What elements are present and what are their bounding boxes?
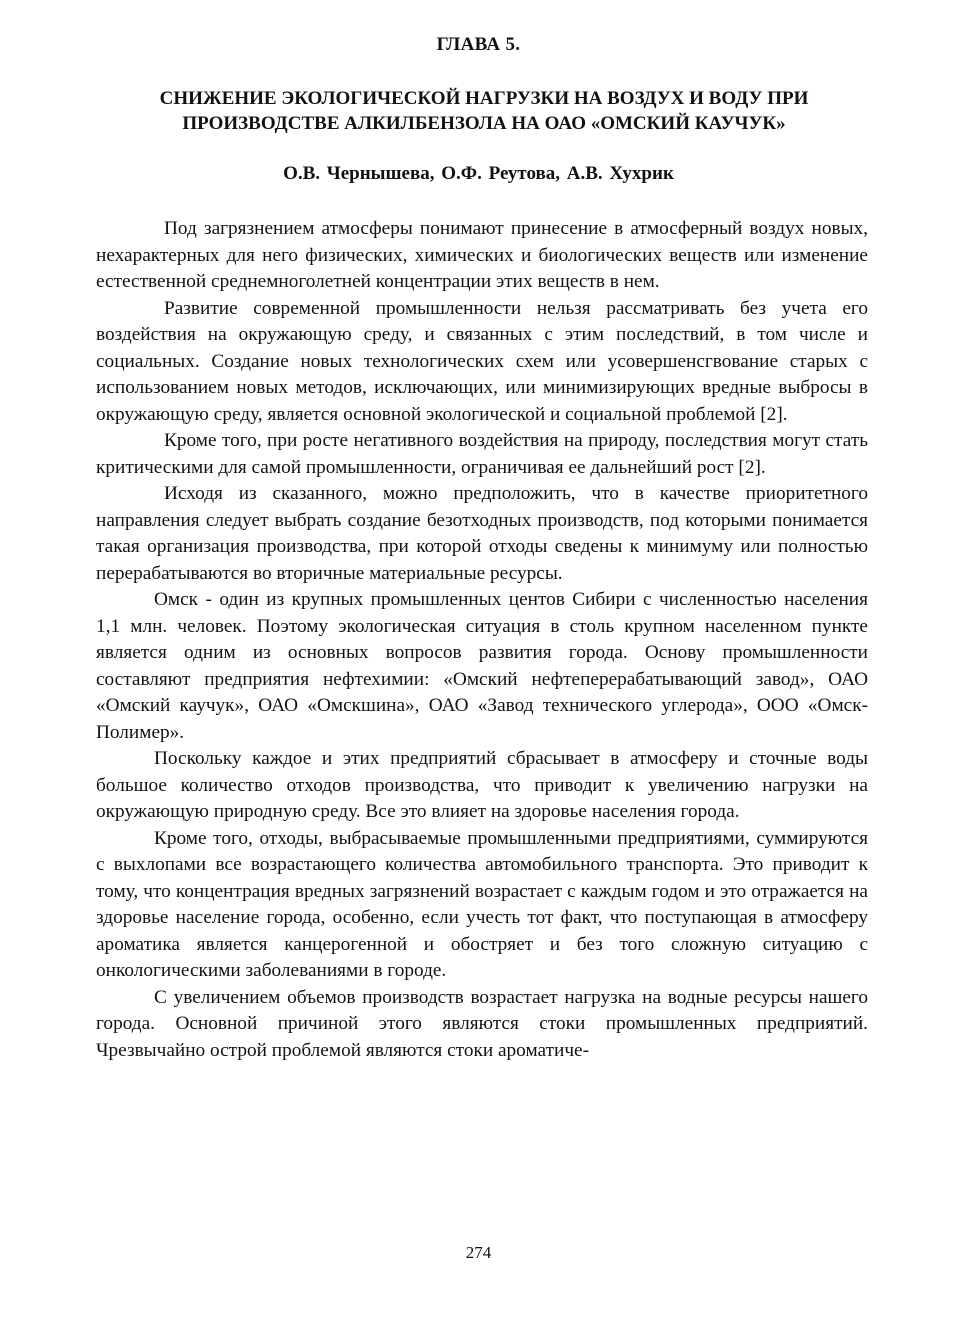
chapter-heading: ГЛАВА 5. [436,34,521,55]
body-paragraph: Развитие современной промышленности нельзя рассматривать без учета его воздействия на окружающую среду, и связанных с этим последствий, в том числе и социальных. Создание новых технологических схем или усовершенсгвование старых с использованием новых методов, исключающих, или минимизирующих вредные выбросы в окружающую среду, является основной экологической и социальной проблемой [2]. [96,297,868,425]
page-number: 274 [465,1243,492,1262]
body-paragraph: Кроме того, при росте негативного воздействия на природу, последствия могут стать критическими для самой промышленности, ограничивая ее дальнейший рост [2]. [96,430,868,478]
body-paragraph: Исходя из сказанного, можно предположить, что в качестве приоритетного направления следует выбрать создание безотходных производств, под которыми понимается такая организация производства, при которой отходы сведены к минимуму или полностью перерабатываются во вторичные материальные ресурсы. [96,483,868,584]
body-paragraph: Омск - один из крупных промышленных центов Сибири с численностью населения 1,1 млн. человек. Поэтому экологическая ситуация в столь крупном населенном пункте является одним из основных вопросов развития города. Основу промышленности составляют предприятия нефтехимии: «Омский нефтеперерабатывающий завод», ОАО «Омский каучук», ОАО «Омскшина», ОАО «Завод технического углерода», ООО «Омск-Полимер». [96,589,868,743]
article-body [96,216,868,1064]
body-paragraph: С увеличением объемов производств возрастает нагрузка на водные ресурсы нашего города. Основной причиной этого являются стоки промышленных предприятий. Чрезвычайно острой проблемой являются стоки ароматиче- [96,986,868,1061]
body-paragraph: Под загрязнением атмосферы понимают принесение в атмосферный воздух новых, нехарактерных для него физических, химических и биологических веществ или изменение естественной среднемноголетней концентрации этих веществ в нем. [96,218,868,292]
article-authors: О.В. Чернышева, О.Ф. Реутова, А.В. Хухрик [283,163,674,184]
article-title-line: СНИЖЕНИЕ ЭКОЛОГИЧЕСКОЙ НАГРУЗКИ НА ВОЗДУХ И ВОДУ ПРИ [159,88,809,109]
article-title [96,86,872,136]
article-title-line: ПРОИЗВОДСТВЕ АЛКИЛБЕНЗОЛА НА ОАО «ОМСКИЙ КАУЧУК» [182,113,786,134]
body-paragraph: Поскольку каждое и этих предприятий сбрасывает в атмосферу и сточные воды большое количество отходов производства, что приводит к увеличению нагрузки на окружающую природную среду. Все это влияет на здоровье населения города. [96,748,868,822]
body-paragraph: Кроме того, отходы, выбрасываемые промышленными предприятиями, суммируются с выхлопами все возрастающего количества автомобильного транспорта. Это приводит к тому, что концентрация вредных загрязнений возрастает с каждым годом и это отражается на здоровье население города, особенно, если учесть тот факт, что поступающая в атмосферу ароматика является канцерогенной и обостряет и без того сложную ситуацию с онкологическими заболеваниями в городе. [96,827,868,981]
